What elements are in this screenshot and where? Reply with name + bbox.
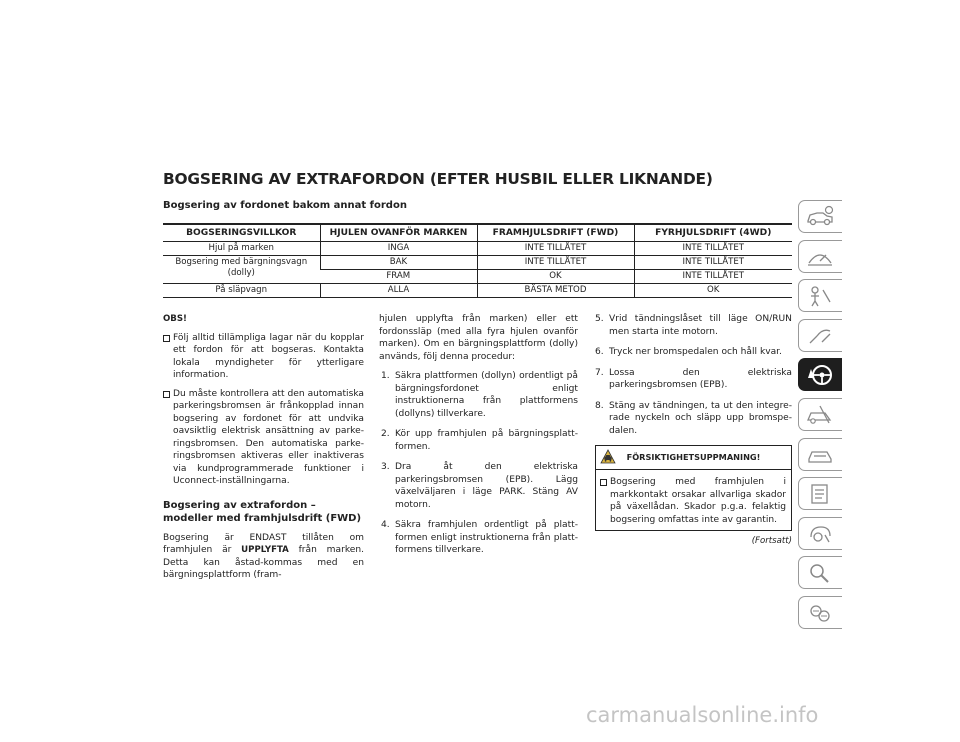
table-cell: INTE TILLÅTET xyxy=(634,241,792,255)
procedure-step xyxy=(379,370,578,420)
step-text: Säkra plattformen (dollyn) ordentligt på bärgningsfordonet enligt instruktionerna från plattformens (dollyns) tillverkare. xyxy=(395,371,578,419)
caution-box xyxy=(595,445,792,531)
checkbox-bullet-icon xyxy=(163,335,170,342)
emergency-icon xyxy=(805,403,835,427)
procedure-step xyxy=(379,428,578,453)
table-cell: INTE TILLÅTET xyxy=(477,255,634,269)
step-text: Dra åt den elektriska parkeringsbromsen (EPB). Lägg växelväljaren i läge PARK. Stäng AV motorn. xyxy=(395,462,578,510)
procedure-step xyxy=(379,461,578,511)
table-cell: Hjul på marken xyxy=(163,241,320,255)
step-text: Tryck ner bromspedalen och håll kvar. xyxy=(609,347,782,357)
step-number: 2. xyxy=(381,429,390,439)
table-header-row xyxy=(163,224,792,241)
chapter-tab[interactable] xyxy=(798,200,842,233)
table-row xyxy=(163,241,792,255)
column-middle xyxy=(379,313,578,565)
table-cell: Bogsering med bärgningsvagn (dolly) xyxy=(163,255,320,283)
table-cell: OK xyxy=(477,269,634,283)
steering-wheel-icon xyxy=(805,363,835,387)
chapter-tab[interactable] xyxy=(798,319,842,352)
procedure-step xyxy=(379,519,578,557)
dashboard-icon xyxy=(805,245,835,269)
table-cell: BÄSTA METOD xyxy=(477,283,634,297)
caution-text: Bogsering med framhjulen i markkontakt orsakar allvarliga skador på växellådan. Skador p.g.a. felaktig bogsering omfattas inte av garantin. xyxy=(610,477,786,525)
specifications-icon xyxy=(805,482,835,506)
table-row xyxy=(163,283,792,297)
multimedia-icon xyxy=(805,522,835,546)
step-number: 3. xyxy=(381,462,390,472)
intro-emphasis: UPPLYFTA xyxy=(241,545,289,555)
chapter-tab-active[interactable] xyxy=(798,358,842,391)
chapter-tab[interactable] xyxy=(798,596,842,629)
section-heading: Bogsering av extrafordon – modeller med framhjulsdrift (FWD) xyxy=(163,499,362,524)
caution-title: FÖRSIKTIGHETSUPPMANING! xyxy=(626,452,761,463)
table-cell: BAK xyxy=(320,255,477,269)
note-text: Följ alltid tillämpliga lagar när du kopplar ett fordon för att bogseras. Kontakta lokala myndigheter för ytterligare information. xyxy=(173,332,364,380)
chapter-tab[interactable] xyxy=(798,240,842,273)
tools-icon xyxy=(805,324,835,348)
languages-icon xyxy=(805,601,835,625)
watermark: carmanualsonline.info xyxy=(586,703,819,727)
chapter-tab[interactable] xyxy=(798,398,842,431)
search-index-icon xyxy=(805,561,835,585)
step-text: Kör upp framhjulen på bärgningsplatt-formen. xyxy=(395,429,578,452)
chapter-tab[interactable] xyxy=(798,556,842,589)
caution-header xyxy=(596,446,791,470)
safety-icon xyxy=(805,284,835,308)
continued-label: (Fortsatt) xyxy=(751,536,792,546)
note-item xyxy=(163,388,364,488)
note-text: Du måste kontrollera att den automatiska parkeringsbromsen är frånkopplad innan bogsering av fordonet för att undvika oavsiktlig elektrisk ansättning av parke-ringsbromsen. Den automatiska parke-ringsbromsen aktiveras eller inaktiveras via kundprogrammerade funktioner i Uconnect-inställningarna. xyxy=(173,388,364,486)
step-number: 6. xyxy=(595,347,604,357)
page-title: BOGSERING AV EXTRAFORDON (EFTER HUSBIL ELLER LIKNANDE) xyxy=(163,170,713,188)
step-number: 7. xyxy=(595,367,604,378)
procedure-step xyxy=(595,313,792,338)
step-text: Vrid tändningslåset till läge ON/RUN men starta inte motorn. xyxy=(609,314,792,337)
table-cell: FRAM xyxy=(320,269,477,283)
caution-body xyxy=(596,470,791,530)
table-cell: INGA xyxy=(320,241,477,255)
table-cell: ALLA xyxy=(320,283,477,297)
note-label: OBS! xyxy=(163,314,187,324)
step-number: 4. xyxy=(381,520,390,530)
table-cell: INTE TILLÅTET xyxy=(634,269,792,283)
table-cell: På släpvagn xyxy=(163,283,320,297)
procedure-step xyxy=(595,346,792,359)
intro-text: från marken. Detta kan åstad-kommas med en bärgningsplattform (fram- xyxy=(163,545,365,580)
checkbox-bullet-icon xyxy=(163,391,170,398)
table-header: BOGSERINGSVILLKOR xyxy=(163,224,320,241)
step-number: 1. xyxy=(381,371,390,381)
towing-table xyxy=(163,223,792,298)
procedure-step xyxy=(595,367,792,392)
section-subtitle: Bogsering av fordonet bakom annat fordon xyxy=(163,200,407,211)
step-number: 5. xyxy=(595,314,604,324)
chapter-tab[interactable] xyxy=(798,517,842,550)
chapter-tab[interactable] xyxy=(798,279,842,312)
table-header: FYRHJULSDRIFT (4WD) xyxy=(634,224,792,241)
table-cell: OK xyxy=(634,283,792,297)
chapter-tab[interactable] xyxy=(798,477,842,510)
table-row xyxy=(163,255,792,269)
table-header: HJULEN OVANFÖR MARKEN xyxy=(320,224,477,241)
table-cell: INTE TILLÅTET xyxy=(634,255,792,269)
intro-text: Bogsering är ENDAST tillåten om framhjulen är xyxy=(163,532,364,555)
chapter-tab[interactable] xyxy=(798,438,842,471)
section-intro xyxy=(163,532,364,582)
table-header: FRAMHJULSDRIFT (FWD) xyxy=(477,224,634,241)
step-text: Stäng av tändningen, ta ut den integre-rade nyckeln och släpp upp bromspe-dalen. xyxy=(609,400,792,436)
column-right xyxy=(595,313,792,548)
chapter-tabs xyxy=(798,200,842,636)
table-cell: INTE TILLÅTET xyxy=(477,241,634,255)
column-left xyxy=(163,313,364,582)
step-text: Lossa den elektriska parkeringsbromsen (EPB). xyxy=(609,367,792,390)
note-item xyxy=(163,332,364,382)
checkbox-bullet-icon xyxy=(600,479,607,486)
step-number: 8. xyxy=(595,400,604,411)
section-intro-continued: hjulen upplyfta från marken) eller ett fordonssläp (med alla fyra hjulen ovanför marken). Om en bärgningsplattform (dolly) används, följ denna procedur: xyxy=(379,314,578,362)
caution-item xyxy=(600,476,786,526)
procedure-step xyxy=(595,400,792,438)
warning-car-icon xyxy=(600,449,616,465)
service-icon xyxy=(805,443,835,467)
step-text: Säkra framhjulen ordentligt på platt-formen enligt instruktionerna från platt-formens tillverkare. xyxy=(395,520,578,555)
car-info-icon xyxy=(805,205,835,229)
